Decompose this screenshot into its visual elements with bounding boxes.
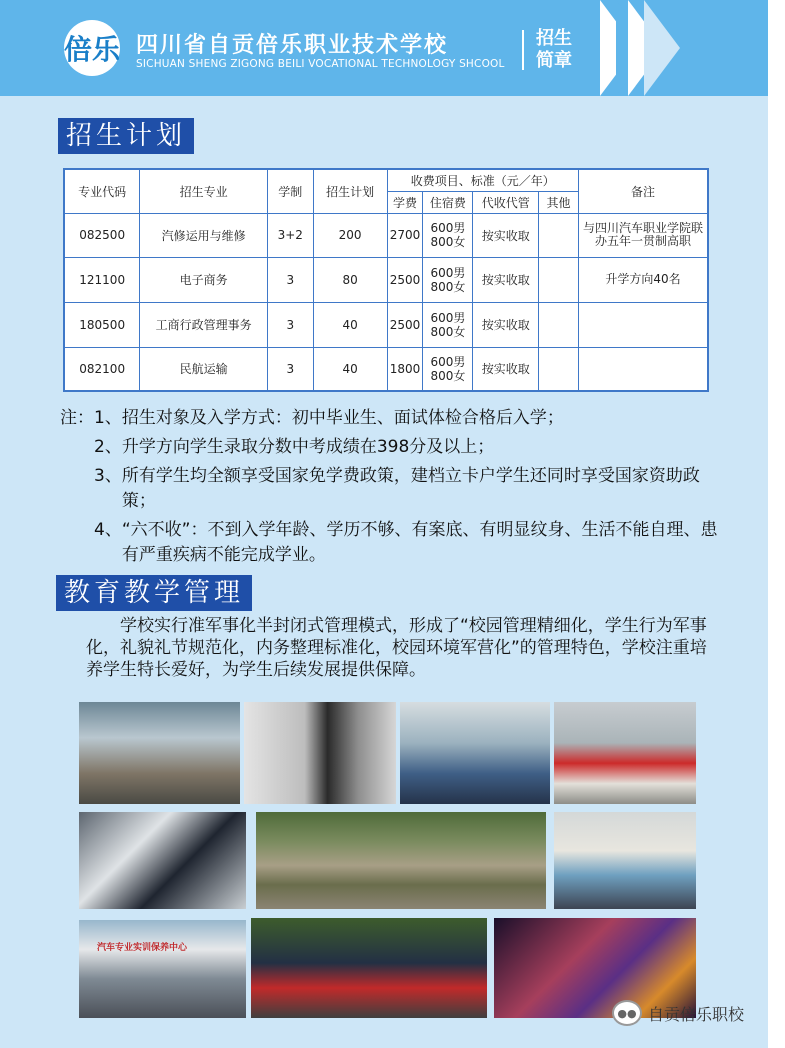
note-text: 升学方向学生录取分数中考成绩在398分及以上； xyxy=(121,437,495,457)
lodging-female: 800女 xyxy=(430,324,466,339)
education-paragraph xyxy=(86,615,716,681)
photo-dance-class xyxy=(244,702,396,804)
cell-remarks xyxy=(578,347,708,391)
wechat-icon: ●● xyxy=(612,1000,642,1026)
cell-major: 民航运输 xyxy=(140,347,267,391)
school-name: 四川省自贡倍乐职业技术学校 xyxy=(136,33,449,58)
table-row xyxy=(64,213,708,257)
note-number: 3、 xyxy=(94,466,122,486)
cell-tuition: 1800 xyxy=(387,347,423,391)
cell-code: 121100 xyxy=(64,257,140,302)
cell-other xyxy=(539,213,579,257)
cell-duration: 3 xyxy=(267,347,313,391)
cell-duration: 3 xyxy=(267,302,313,347)
cell-remarks: 升学方向40名 xyxy=(578,257,708,302)
photo-computer-lab xyxy=(400,702,550,804)
enrollment-table xyxy=(63,168,709,392)
lodging-female: 800女 xyxy=(430,368,466,383)
school-logo: 倍乐 xyxy=(64,20,120,76)
cell-tuition: 2500 xyxy=(387,302,423,347)
notes-prefix: 注： xyxy=(60,408,94,428)
header-other: 其他 xyxy=(539,191,579,213)
cell-major: 汽修运用与维修 xyxy=(140,213,267,257)
table-row xyxy=(64,347,708,391)
header-tuition: 学费 xyxy=(387,191,423,213)
cell-lodging xyxy=(423,213,473,257)
notes-block xyxy=(60,406,720,572)
table-row xyxy=(64,257,708,302)
cell-tuition: 2700 xyxy=(387,213,423,257)
photo-military-training xyxy=(256,812,546,909)
header-band xyxy=(0,0,768,96)
brochure-label: 招生简章 xyxy=(536,28,572,71)
note-line xyxy=(60,435,720,460)
photo-etiquette-team xyxy=(554,702,696,804)
header-lodging: 住宿费 xyxy=(423,191,473,213)
note-line xyxy=(60,406,720,431)
note-line xyxy=(60,464,720,514)
lodging-female: 800女 xyxy=(430,279,466,294)
cell-major: 工商行政管理事务 xyxy=(140,302,267,347)
lodging-male: 600男 xyxy=(430,354,466,369)
table-row xyxy=(64,302,708,347)
photo-student-assembly xyxy=(251,918,487,1018)
header-divider xyxy=(522,30,524,70)
lodging-male: 600男 xyxy=(430,310,466,325)
cell-major: 电子商务 xyxy=(140,257,267,302)
cell-code: 082500 xyxy=(64,213,140,257)
lodging-male: 600男 xyxy=(430,221,466,235)
cell-duration: 3 xyxy=(267,257,313,302)
header-agency: 代收代管 xyxy=(473,191,539,213)
wechat-watermark xyxy=(612,1000,744,1026)
section-title-plan: 招生计划 xyxy=(58,118,194,154)
watermark-text: 自贡倍乐职校 xyxy=(648,1004,745,1024)
note-text: 所有学生均全额享受国家免学费政策，建档立卡户学生还同时享受国家资助政策； xyxy=(121,466,700,511)
lodging-male: 600男 xyxy=(430,265,466,280)
cell-agency: 按实收取 xyxy=(473,257,539,302)
photo-dormitory xyxy=(554,812,696,909)
note-number: 4、 xyxy=(94,520,122,540)
note-line xyxy=(60,518,720,568)
cell-lodging xyxy=(423,347,473,391)
note-text: 招生对象及入学方式：初中毕业生、面试体检合格后入学； xyxy=(121,408,564,428)
note-text: “六不收”：不到入学年龄、学历不够、有案底、有明显纹身、生活不能自理、患有严重疾病不能完成学业。 xyxy=(121,520,718,565)
section-title-education: 教育教学管理 xyxy=(56,575,252,611)
chevron-decoration xyxy=(644,0,680,96)
cell-lodging xyxy=(423,302,473,347)
cell-lodging xyxy=(423,257,473,302)
cell-remarks: 与四川汽车职业学院联办五年一贯制高职 xyxy=(578,213,708,257)
cell-agency: 按实收取 xyxy=(473,213,539,257)
note-number: 1、 xyxy=(94,408,122,428)
header-quota: 招生计划 xyxy=(313,169,387,213)
header-remarks: 备注 xyxy=(578,169,708,213)
cell-other xyxy=(539,257,579,302)
cell-tuition: 2500 xyxy=(387,257,423,302)
service-center-banner: 汽车专业实训保养中心 xyxy=(97,943,188,953)
photo-classroom-exam xyxy=(79,812,246,909)
photo-auto-service-center xyxy=(79,920,246,1018)
cell-other xyxy=(539,302,579,347)
cell-remarks xyxy=(578,302,708,347)
note-number: 2、 xyxy=(94,437,122,457)
cell-other xyxy=(539,347,579,391)
school-name-english: SICHUAN SHENG ZIGONG BEILI VOCATIONAL TECHNOLOGY SHCOOL xyxy=(136,58,505,70)
cell-quota: 80 xyxy=(313,257,387,302)
cell-code: 180500 xyxy=(64,302,140,347)
cell-duration: 3+2 xyxy=(267,213,313,257)
header-duration: 学制 xyxy=(267,169,313,213)
cell-code: 082100 xyxy=(64,347,140,391)
header-fees-group: 收费项目、标准（元／年） xyxy=(387,169,578,191)
cell-agency: 按实收取 xyxy=(473,347,539,391)
cell-quota: 200 xyxy=(313,213,387,257)
lodging-female: 800女 xyxy=(430,235,466,249)
header-major: 招生专业 xyxy=(140,169,267,213)
cell-agency: 按实收取 xyxy=(473,302,539,347)
cell-quota: 40 xyxy=(313,347,387,391)
education-text: 学校实行准军事化半封闭式管理模式，形成了“校园管理精细化，学生行为军事化，礼貌礼节规范化，内务整理标准化，校园环境军营化”的管理特色，学校注重培养学生特长爱好，为学生后续发展提供保障。 xyxy=(86,616,707,680)
cell-quota: 40 xyxy=(313,302,387,347)
header-code: 专业代码 xyxy=(64,169,140,213)
photo-auto-workshop xyxy=(79,702,240,804)
